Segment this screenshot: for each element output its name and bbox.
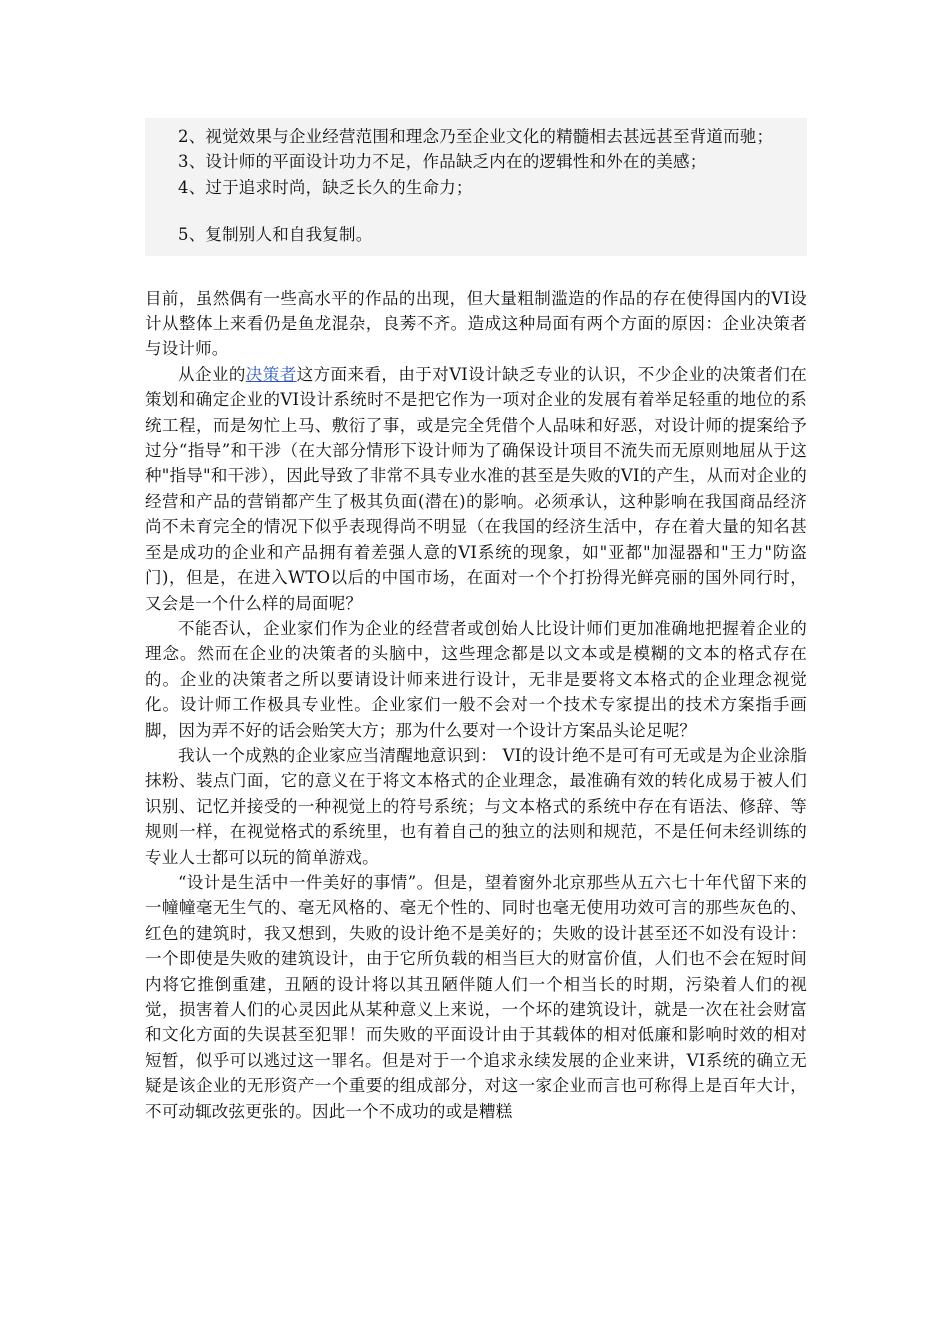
list-item-5: 5、复制别人和自我复制。 [178,225,373,245]
problem-list [145,118,807,256]
list-item-3: 3、设计师的平面设计功力不足，作品缺乏内在的逻辑性和外在的美感； [178,152,707,172]
paragraph-design-life: “设计是生活中一件美好的事情”。但是，望着窗外北京那些从五六七十年代留下来的一幢幢毫无生气的、毫无风格的、毫无个性的、同时也毫无使用功效可言的那些灰色的、红色的建筑时，我又想到，失败的设计绝不是美好的；失败的设计甚至还不如没有设计：一个即使是失败的建筑设计，由于它所负载的相当巨大的财富价值，人们也不会在短时间内将它推倒重建，丑陋的设计将以其丑陋伴随人们一个相当长的时期，污染着人们的视觉，损害着人们的心灵因此从某种意义上来说，一个坏的建筑设计，就是一次在社会财富和文化方面的失误甚至犯罪！而失败的平面设计由于其载体的相对低廉和影响时效的相对短暂，似乎可以逃过这一罪名。但是对于一个追求永续发展的企业来讲，VI系统的确立无疑是该企业的无形资产一个重要的组成部分，对这一家企业而言也可称得上是百年大计，不可动辄改弦更张的。因此一个不成功的或是糟糕 [145,872,807,1121]
paragraph-decision-makers [145,362,807,616]
paragraph-mature-entrepreneur: 我认一个成熟的企业家应当清醒地意识到： VI的设计绝不是可有可无或是为企业涂脂抹粉、装点门面，它的意义在于将文本格式的企业理念，最准确有效的转化成易于被人们识别、记忆并接受的一种视觉上的符号系统；与文本格式的系统中存在有语法、修辞、等规则一样，在视觉格式的系统里，也有着自己的独立的法则和规范，不是任何未经训练的专业人士都可以玩的简单游戏。 [145,745,807,867]
paragraph-decision-makers-body: 这方面来看，由于对VI设计缺乏专业的认识，不少企业的决策者们在策划和确定企业的VI设计系统时不是把它作为一项对企业的发展有着举足轻重的地位的系统工程，而是匆忙上马、敷衍了事，或是完全凭借个人品味和好恶，对设计师的提案给予过分“指导”和干涉（在大部分情形下设计师为了确保设计项目不流失而无原则地屈从于这种"指导"和干涉），因此导致了非常不具专业水准的甚至是失败的VI的产生，从而对企业的经营和产品的营销都产生了极其负面(潜在)的影响。必须承认，这种影响在我国商品经济尚不未育完全的情况下似乎表现得尚不明显（在我国的经济生活中，存在着大量的知名甚至是成功的企业和产品拥有着差强人意的VI系统的现象，如"亚都"加湿器和"王力"防盗门)，但是，在进入WTO以后的中国市场，在面对一个个打扮得光鲜亮丽的国外同行时，又会是一个什么样的局面呢？ [145,364,807,613]
list-item-2: 2、视觉效果与企业经营范围和理念乃至企业文化的精髓相去甚远甚至背道而驰； [178,127,774,146]
decision-maker-link[interactable]: 决策者 [245,364,297,384]
paragraph-entrepreneurs: 不能否认，企业家们作为企业的经营者或创始人比设计师们更加准确地把握着企业的理念。然而在企业的决策者的头脑中，这些理念都是以文本或是模糊的文本的格式存在的。企业的决策者之所以要请设计师来进行设计，无非是要将文本格式的企业理念视觉化。设计师工作极具专业性。企业家们一般不会对一个技术专家提出的技术方案指手画脚，因为弄不好的话会贻笑大方；那为什么要对一个设计方案品头论足呢？ [145,618,807,740]
document-page [145,118,807,1124]
list-item-4: 4、过于追求时尚，缺乏长久的生命力； [178,177,473,197]
paragraph-decision-makers-lead: 从企业的 [178,364,246,384]
paragraph-current-situation: 目前，虽然偶有一些高水平的作品的出现，但大量粗制滥造的作品的存在使得国内的VI设计从整体上来看仍是鱼龙混杂，良莠不齐。造成这种局面有两个方面的原因：企业决策者与设计师。 [145,288,807,359]
